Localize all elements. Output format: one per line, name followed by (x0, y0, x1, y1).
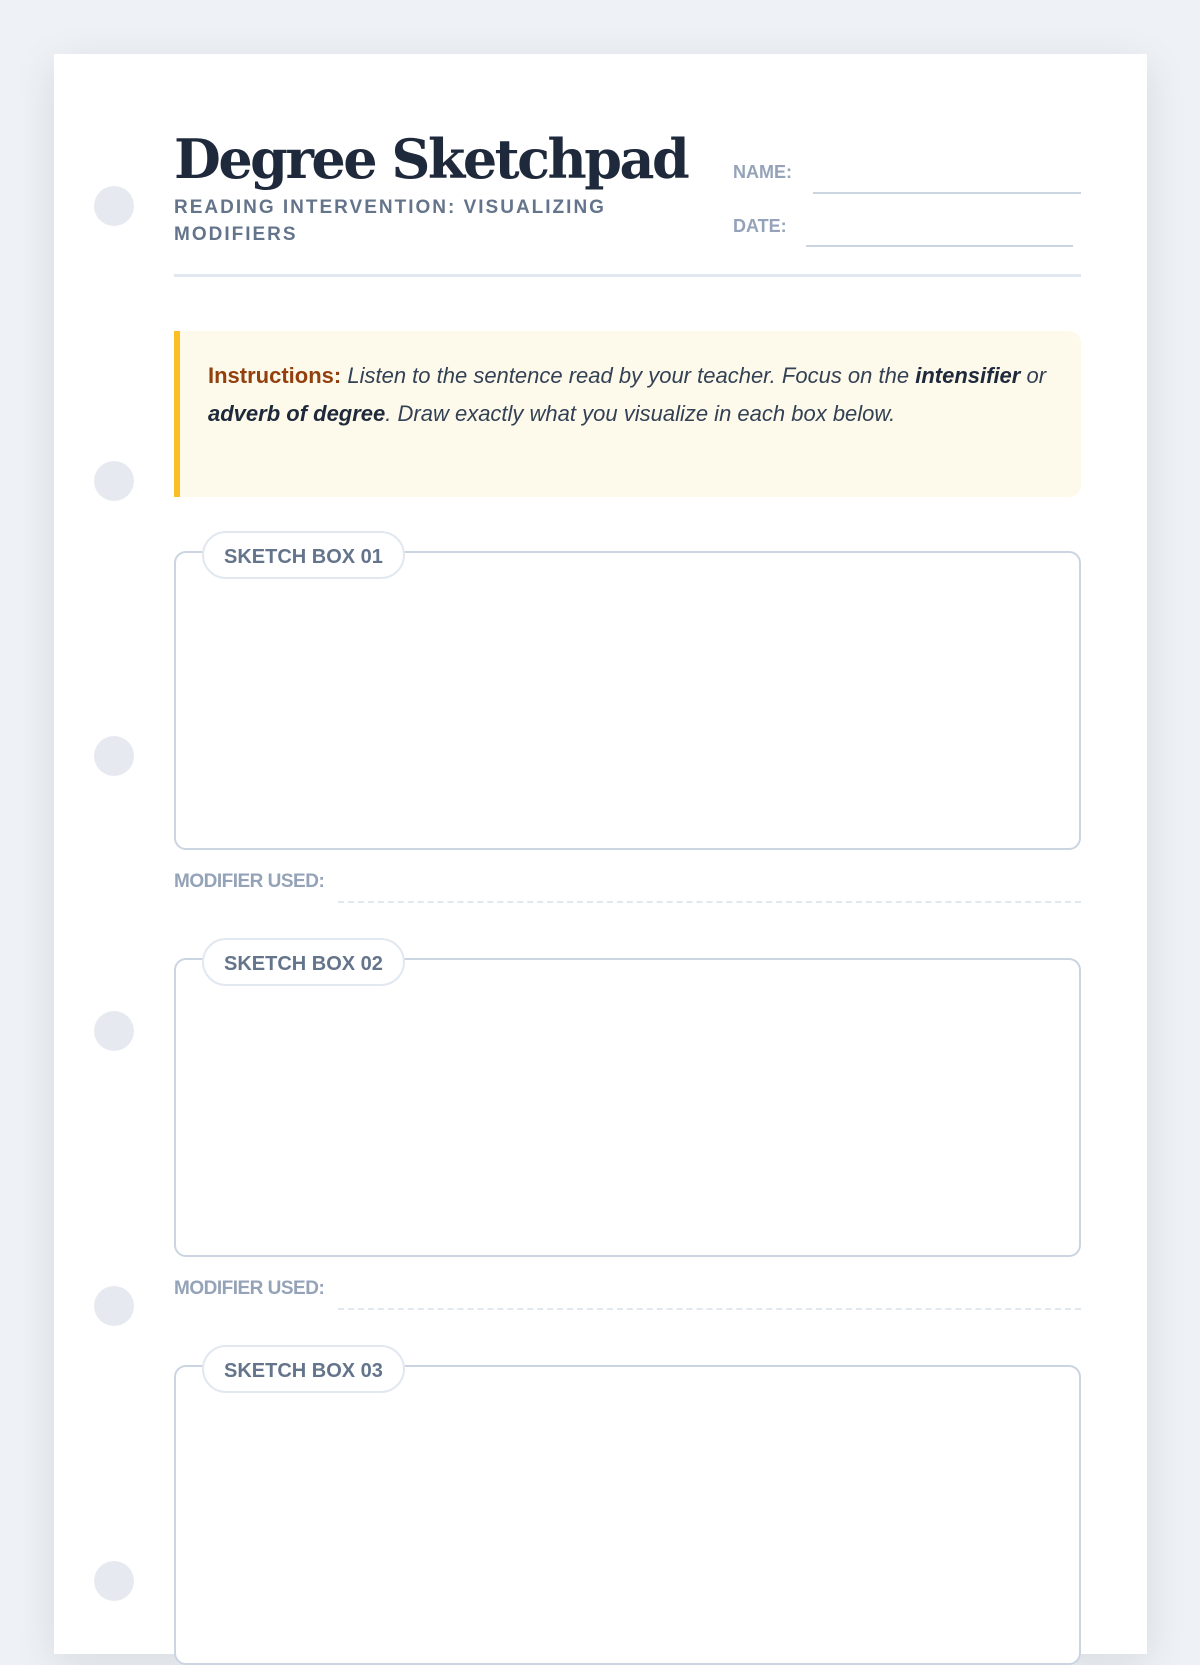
instructions-term-adverb: adverb of degree (208, 401, 386, 426)
sketch-box-03[interactable] (174, 1360, 1081, 1665)
sketch-box-01[interactable] (174, 546, 1081, 850)
name-label: NAME: (733, 162, 792, 182)
modifier-used-label: MODIFIER USED: (174, 871, 325, 892)
binder-hole (94, 1286, 134, 1326)
instructions-lead: Instructions: (208, 363, 342, 388)
sketch-box-02[interactable] (174, 953, 1081, 1257)
instructions-text: Listen to the sentence read by your teacher. Focus on the (341, 363, 916, 388)
date-field[interactable] (806, 245, 1073, 247)
instructions-term-intensifier: intensifier (915, 363, 1021, 388)
sketch-box-label: SKETCH BOX 03 (202, 1345, 405, 1393)
binder-hole (94, 1011, 134, 1051)
instructions-callout (174, 331, 1081, 497)
binder-hole (94, 186, 134, 226)
name-field[interactable] (813, 192, 1081, 194)
page-title: Degree Sketchpad (174, 127, 688, 191)
binder-hole (94, 736, 134, 776)
binder-hole (94, 461, 134, 501)
binder-hole (94, 1561, 134, 1601)
modifier-used-field[interactable] (338, 901, 1081, 903)
instructions-text: . Draw exactly what you visualize in each box below. (385, 401, 896, 426)
instructions-text: or (1020, 363, 1047, 388)
sketch-box-label: SKETCH BOX 02 (202, 938, 405, 986)
date-label: DATE: (733, 216, 787, 236)
worksheet-page (54, 54, 1147, 1654)
header-divider (174, 274, 1081, 277)
sketch-box-label: SKETCH BOX 01 (202, 531, 405, 579)
page-subtitle: READING INTERVENTION: VISUALIZING MODIFIERS (174, 197, 606, 245)
modifier-used-label: MODIFIER USED: (174, 1278, 325, 1299)
modifier-used-field[interactable] (338, 1308, 1081, 1310)
